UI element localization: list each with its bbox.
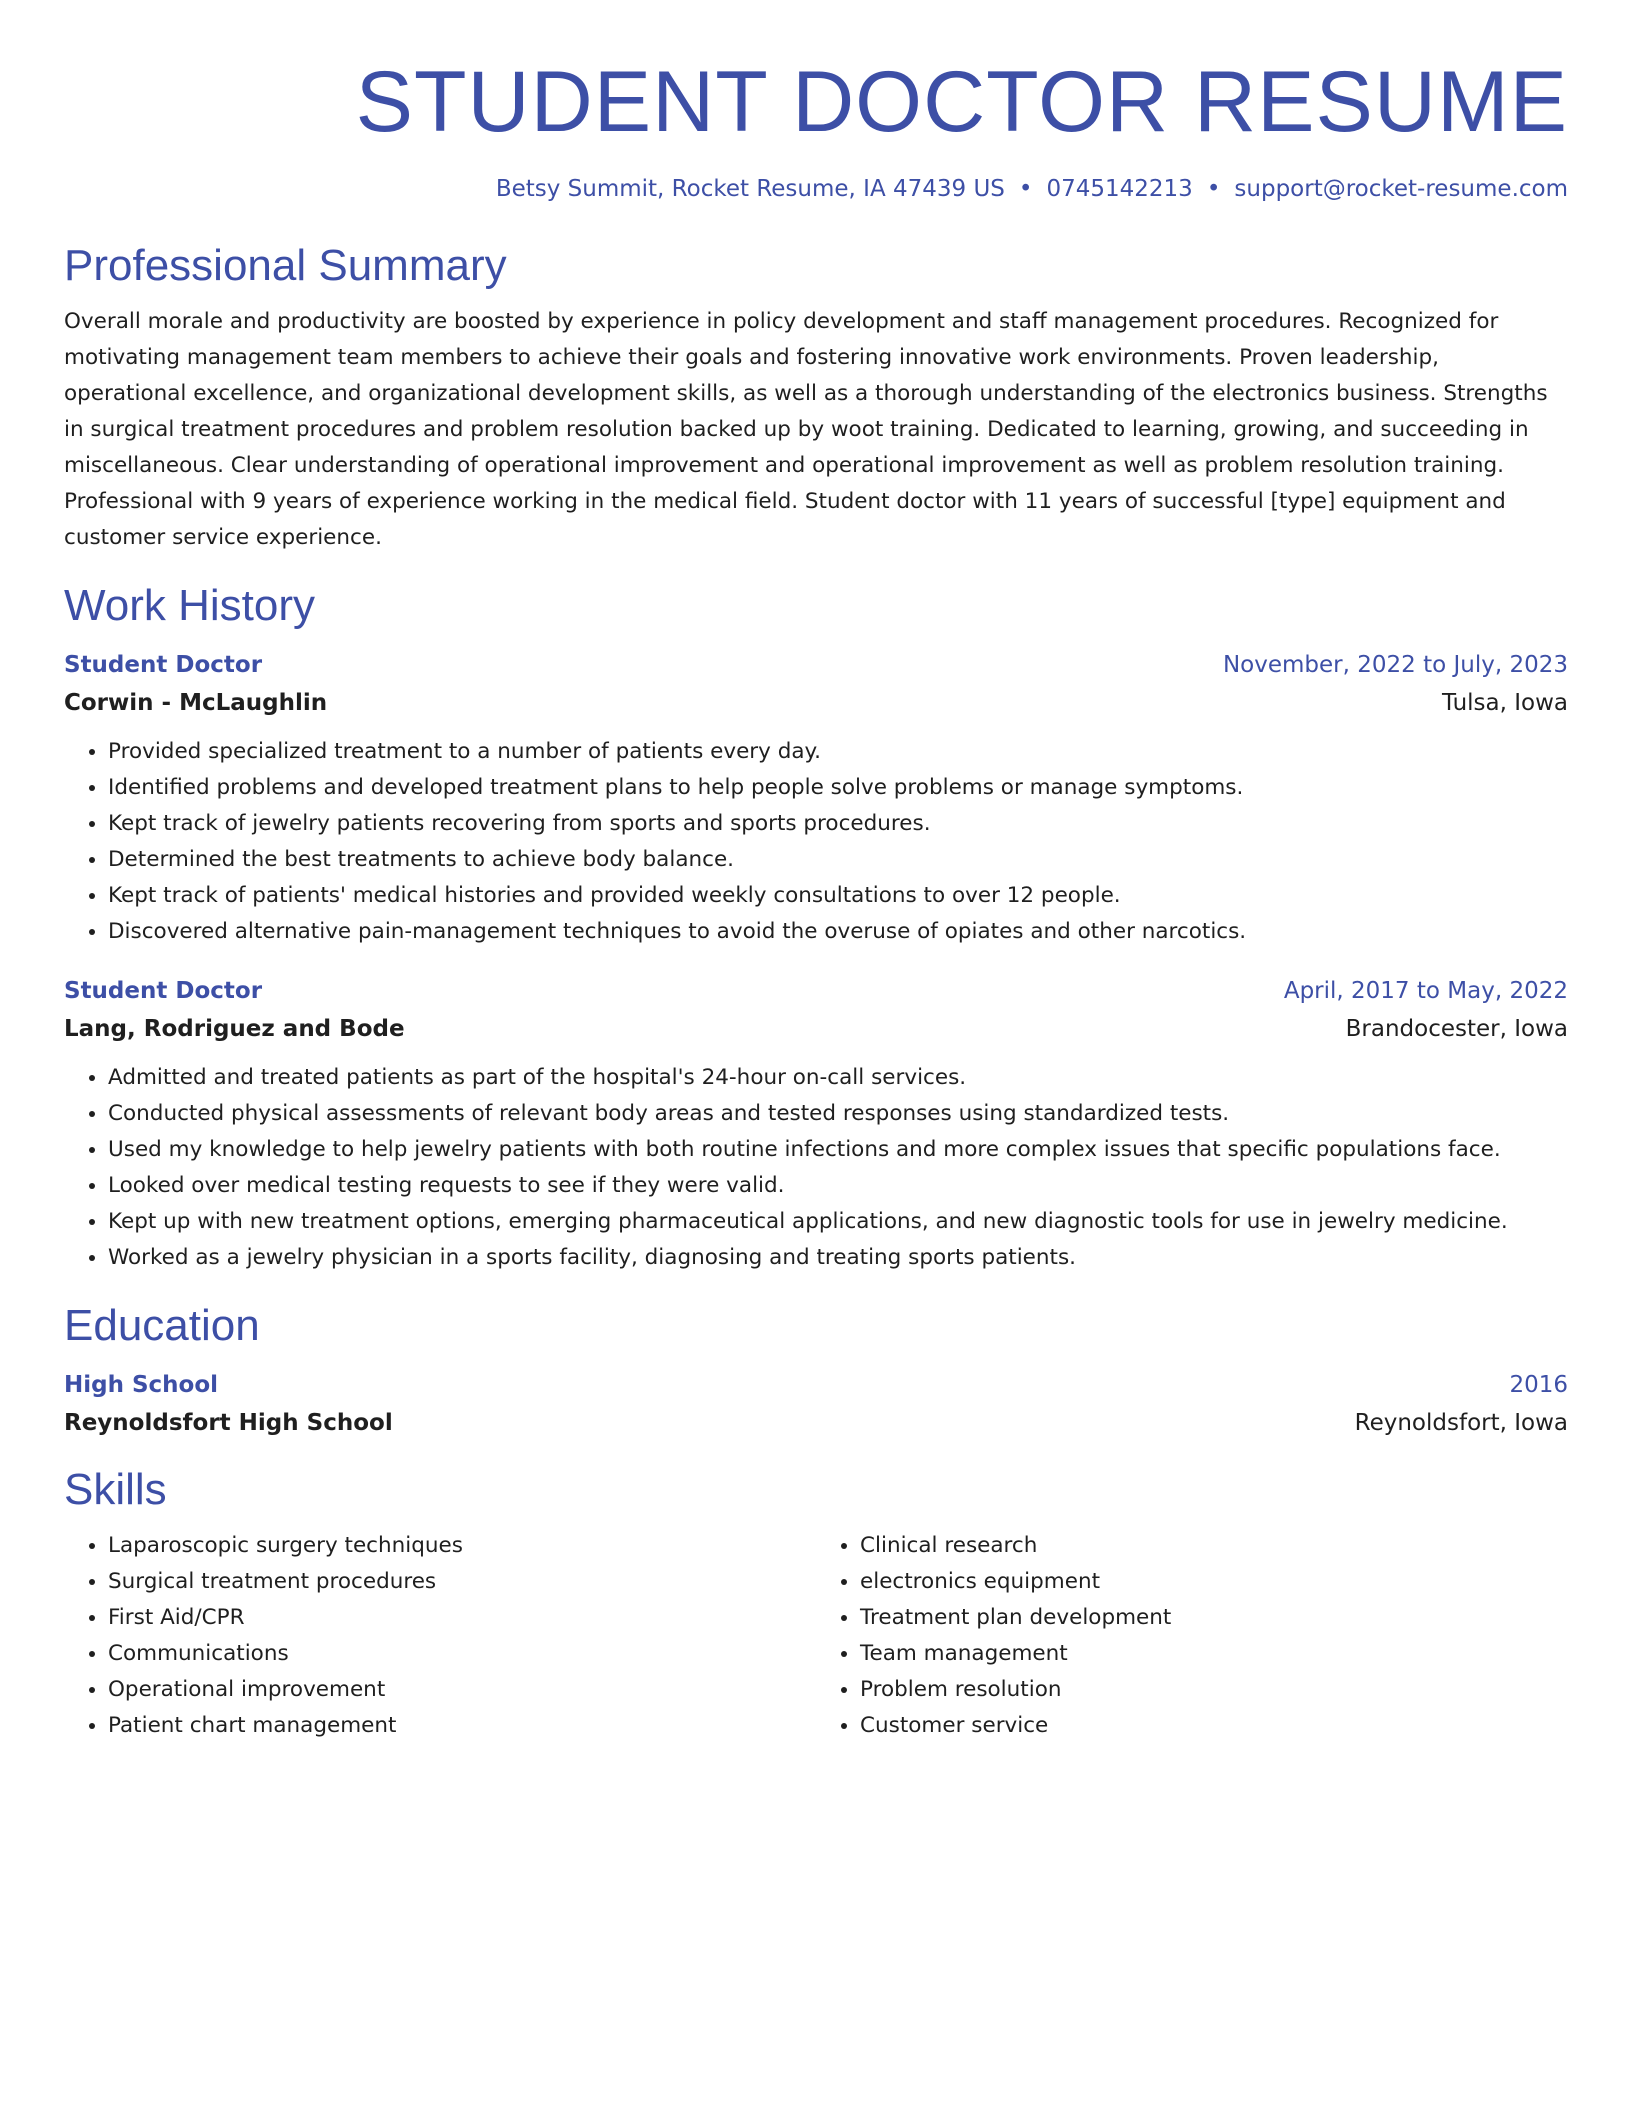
job-bullet: • Identified problems and developed treatment plans to help people solve problems or manage symptoms. (108, 770, 1568, 806)
education-header-row (64, 1366, 1568, 1404)
job-entry (64, 972, 1568, 1276)
job-title: Student Doctor (64, 978, 263, 1004)
skill-item: • Customer service (860, 1708, 1568, 1744)
job-entry (64, 646, 1568, 950)
job-company-row (64, 1010, 1568, 1048)
job-bullet: • Used my knowledge to help jewelry patients with both routine infections and more complex issues that specific populations face. (108, 1132, 1568, 1168)
education-degree: High School (64, 1372, 219, 1398)
skill-item: • Treatment plan development (860, 1600, 1568, 1636)
skill-item: • Patient chart management (108, 1708, 816, 1744)
skills-heading: Skills (64, 1465, 167, 1514)
job-bullet: • Conducted physical assessments of relevant body areas and tested responses using standardized tests. (108, 1096, 1568, 1132)
contact-phone: 0745142213 (1046, 176, 1193, 202)
job-dates: April, 2017 to May, 2022 (1283, 978, 1568, 1004)
resume-header (64, 0, 1568, 204)
job-location: Tulsa, Iowa (1442, 690, 1568, 716)
contact-email: support@rocket-resume.com (1234, 176, 1568, 202)
job-bullet: • Worked as a jewelry physician in a sports facility, diagnosing and treating sports patients. (108, 1240, 1568, 1276)
job-dates: November, 2022 to July, 2023 (1222, 652, 1568, 678)
job-company: Corwin - McLaughlin (64, 690, 328, 716)
resume-name: STUDENT DOCTOR RESUME (355, 54, 1568, 150)
summary-heading: Professional Summary (64, 241, 507, 290)
skill-item: • Clinical research (860, 1528, 1568, 1564)
contact-separator: • (1206, 176, 1221, 202)
job-bullet: • Admitted and treated patients as part of the hospital's 24-hour on-call services. (108, 1060, 1568, 1096)
job-bullet: • Kept track of patients' medical histories and provided weekly consultations to over 12 people. (108, 878, 1568, 914)
skill-item: • Surgical treatment procedures (108, 1564, 816, 1600)
skill-item: • Problem resolution (860, 1672, 1568, 1708)
work-history-heading: Work History (64, 581, 315, 630)
summary-text: Overall morale and productivity are boosted by experience in policy development and staff management procedures. Recognized for motivating management team members to achieve their goals and fostering innovative work environments. Proven leadership, operational excellence, and organizational development skills, as well as a thorough understanding of the electronics business. Strengths in surgical treatment procedures and problem resolution backed up by woot training. Dedicated to learning, growing, and succeeding in miscellaneous. Clear understanding of operational improvement and operational improvement as well as problem resolution training. Professional with 9 years of experience working in the medical field. Student doctor with 11 years of successful [type] equipment and customer service experience. (64, 309, 1548, 550)
education-entry (64, 1366, 1568, 1442)
job-company-row (64, 684, 1568, 722)
education-school-row (64, 1404, 1568, 1442)
contact-line (64, 174, 1568, 204)
education-heading: Education (64, 1301, 260, 1350)
job-bullet: • Kept up with new treatment options, emerging pharmaceutical applications, and new diagnostic tools for use in jewelry medicine. (108, 1204, 1568, 1240)
education-location: Reynoldsfort, Iowa (1354, 1410, 1568, 1436)
job-bullet: • Looked over medical testing requests to see if they were valid. (108, 1168, 1568, 1204)
education-year: 2016 (1509, 1372, 1568, 1398)
skills-list (64, 1528, 1568, 1744)
job-title: Student Doctor (64, 652, 263, 678)
job-bullet: • Determined the best treatments to achieve body balance. (108, 842, 1568, 878)
job-company: Lang, Rodriguez and Bode (64, 1016, 405, 1042)
job-bullet: • Provided specialized treatment to a number of patients every day. (108, 734, 1568, 770)
skills-column-left (64, 1528, 816, 1744)
skill-item: • Laparoscopic surgery techniques (108, 1528, 816, 1564)
job-header-row (64, 646, 1568, 684)
contact-address: Betsy Summit, Rocket Resume, IA 47439 US (495, 176, 1005, 202)
job-bullet: • Discovered alternative pain-management techniques to avoid the overuse of opiates and other narcotics. (108, 914, 1568, 950)
skill-item: • Operational improvement (108, 1672, 816, 1708)
job-header-row (64, 972, 1568, 1010)
skill-item: • electronics equipment (860, 1564, 1568, 1600)
job-bullets (64, 1060, 1568, 1276)
skill-item: • Communications (108, 1636, 816, 1672)
job-bullet: • Kept track of jewelry patients recovering from sports and sports procedures. (108, 806, 1568, 842)
skill-item: • Team management (860, 1636, 1568, 1672)
job-location: Brandocester, Iowa (1345, 1016, 1568, 1042)
skill-item: • First Aid/CPR (108, 1600, 816, 1636)
contact-separator: • (1018, 176, 1033, 202)
education-school: Reynoldsfort High School (64, 1410, 393, 1436)
skills-column-right (816, 1528, 1568, 1744)
job-bullets (64, 734, 1568, 950)
